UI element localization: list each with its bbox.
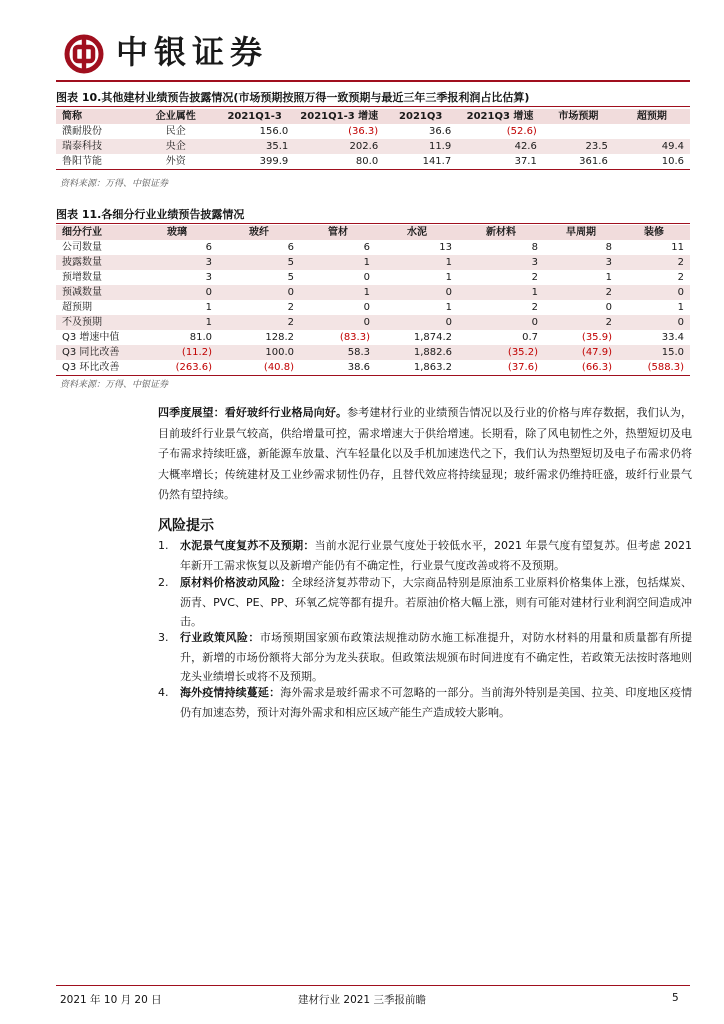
- table-cell: 361.6: [543, 154, 614, 170]
- table-cell: (588.3): [618, 360, 690, 376]
- table-cell: 超预期: [62, 302, 92, 313]
- table-cell: 1: [300, 285, 376, 300]
- risk-item-number: 3.: [158, 631, 169, 644]
- table-cell: 81.0: [189, 332, 212, 343]
- outlook-paragraph: [158, 403, 692, 506]
- table-cell: 3: [136, 255, 218, 270]
- table-cell: 3: [205, 272, 212, 283]
- table-cell: 5: [218, 255, 300, 270]
- table-header-cell: 2021Q3 增速: [457, 109, 543, 124]
- table-cell: 1: [605, 272, 612, 283]
- table-cell: 不及预期: [56, 315, 136, 330]
- table-cell: 0: [618, 285, 690, 300]
- table10-source: 资料来源：万得、中银证券: [60, 179, 169, 189]
- table-header-cell: 2021Q1-3: [215, 109, 294, 124]
- table11-top-rule: [56, 223, 690, 224]
- table-cell: (35.9): [581, 332, 612, 343]
- risk-item-text: [180, 536, 692, 575]
- risk-item-title: 水泥景气度复苏不及预期：: [180, 539, 315, 552]
- table-cell: (40.8): [218, 360, 300, 376]
- table-cell: 1: [677, 302, 684, 313]
- table-cell: 0: [376, 315, 458, 330]
- table-cell: 1: [205, 302, 212, 313]
- table-cell: 38.6: [300, 360, 376, 376]
- table-header-cell: 玻纤: [218, 225, 300, 240]
- table-header-row: [56, 225, 690, 240]
- table-cell: 3: [544, 255, 618, 270]
- table-cell: Q3 环比改善: [56, 360, 136, 376]
- risk-item-detail: 当前水泥行业景气度处于较低水平，2021 年景气度有望复苏。但考虑 2021 年新开工需求恢复以及新增产能仍有不确定性，行业景气度改善或将不及预期。: [180, 539, 692, 572]
- table-cell: 0: [218, 285, 300, 300]
- footer-title: 建材行业 2021 三季报前瞻: [298, 994, 426, 1006]
- table-row: [56, 300, 690, 315]
- table-cell: 8: [605, 242, 612, 253]
- risk-item-title: 原材料价格波动风险：: [180, 576, 292, 589]
- table-cell: (83.3): [339, 332, 370, 343]
- header-divider: [56, 80, 690, 82]
- table-header-cell: 管材: [300, 225, 376, 240]
- bank-of-china-logo-icon: [64, 34, 104, 74]
- table-cell: 2: [531, 272, 538, 283]
- table-cell: 鲁阳节能: [56, 154, 136, 170]
- table-cell: (35.2): [458, 345, 544, 360]
- table-cell: 37.1: [457, 154, 543, 170]
- brand-name: 中银证券: [116, 33, 269, 71]
- table-cell: (11.2): [136, 345, 218, 360]
- table-header-cell: 超预期: [614, 109, 690, 124]
- table-cell: 预增数量: [62, 272, 102, 283]
- table-cell: 1: [445, 272, 452, 283]
- risk-item: [158, 573, 692, 633]
- table-cell: (47.9): [544, 345, 618, 360]
- table-cell: 0: [136, 285, 218, 300]
- table-cell: 公司数量: [62, 242, 102, 253]
- page-number: 5: [672, 992, 679, 1004]
- table-cell: (263.6): [136, 360, 218, 376]
- table-header-cell: 2021Q3: [384, 109, 457, 124]
- risk-item: [158, 628, 692, 688]
- table-cell: 预减数量: [56, 285, 136, 300]
- table-cell: 1: [458, 285, 544, 300]
- table-cell: 58.3: [300, 345, 376, 360]
- table-cell: 2: [618, 255, 690, 270]
- table-cell: [543, 124, 614, 139]
- outlook-body: 参考建材行业的业绩预告情况以及行业的价格与库存数据，我们认为，目前玻纤行业景气较高，供给增量可控，需求增速大于供给增速。长期看，除了风电韧性之外，热塑短切及电子布需求持续旺盛，新能源车放量、汽车轻量化以及手机加速迭代之下，我们认为热塑短切及电子布需求仍将大概率增长；传统建材及工业纱需求韧性仍存，且替代效应将持续显现；玻纤需求仍维持旺盛，玻纤行业景气仍然有望持续。: [158, 406, 692, 501]
- table-cell: 8: [531, 242, 538, 253]
- table-cell: 11.9: [384, 139, 457, 154]
- table-cell: 399.9: [215, 154, 294, 170]
- table10-caption: 图表 10.其他建材业绩预告披露情况(市场预期按照万得一致预期与最近三年三季报利润占比估算): [56, 91, 530, 104]
- risk-heading: 风险提示: [158, 518, 214, 534]
- footer-date: 2021 年 10 月 20 日: [60, 994, 162, 1006]
- risk-item-text: [180, 573, 692, 632]
- outlook-lead: 四季度展望：看好玻纤行业格局向好。: [158, 406, 348, 419]
- table-cell: 5: [287, 272, 294, 283]
- table-cell: 10.6: [614, 154, 690, 170]
- table-cell: 6: [363, 242, 370, 253]
- table-cell: (52.6): [506, 126, 537, 137]
- table-header-cell: 简称: [56, 109, 136, 124]
- risk-item-number: 4.: [158, 686, 169, 699]
- risk-item-number: 1.: [158, 539, 169, 552]
- table-cell: 0: [458, 315, 544, 330]
- table-cell: 0: [605, 302, 612, 313]
- risk-item: [158, 536, 692, 576]
- table-cell: 42.6: [457, 139, 543, 154]
- table-cell: 11: [671, 242, 684, 253]
- table-cell: 3: [458, 255, 544, 270]
- table11-source: 资料来源：万得、中银证券: [60, 380, 169, 390]
- risk-item: [158, 683, 692, 723]
- table10-top-rule: [56, 106, 690, 107]
- table-cell: 80.0: [294, 154, 384, 170]
- table-cell: 2: [677, 272, 684, 283]
- table-row: [56, 240, 690, 255]
- table-header-cell: 2021Q1-3 增速: [294, 109, 384, 124]
- risk-item-detail: 市场预期国家颁布政策法规推动防水施工标准提升，对防水材料的用量和质量都有所提升，新增的市场份额将大部分为龙头获取。但政策法规颁布时间进度有不确定性，若政策无法按时落地则龙头业绩增长或将不及预期。: [180, 631, 693, 683]
- table-cell: 2: [287, 302, 294, 313]
- table-cell: 0.7: [522, 332, 538, 343]
- risk-item-number: 2.: [158, 576, 169, 589]
- table-cell: 35.1: [215, 139, 294, 154]
- table-cell: 33.4: [661, 332, 684, 343]
- table11: [56, 225, 690, 376]
- table-cell: 0: [376, 285, 458, 300]
- table-cell: 15.0: [618, 345, 690, 360]
- table-header-cell: 早周期: [544, 225, 618, 240]
- table-header-cell: 市场预期: [543, 109, 614, 124]
- table-cell: 156.0: [259, 126, 289, 137]
- table-row: [56, 315, 690, 330]
- table-cell: 濮耐股份: [62, 126, 102, 137]
- table-header-cell: 玻璃: [136, 225, 218, 240]
- risk-item-detail: 全球经济复苏带动下，大宗商品特别是原油系工业原料价格集体上涨，包括煤炭、沥青、PVC、PE、PP、环氧乙烷等都有提升。若原油价格大幅上涨，则有可能对建材行业利润空间造成冲击。: [180, 576, 693, 628]
- table-cell: 100.0: [218, 345, 300, 360]
- table-cell: 0: [363, 272, 370, 283]
- table-row: [56, 360, 690, 376]
- table-header-row: [56, 109, 690, 124]
- table-row: [56, 330, 690, 345]
- table-cell: (37.6): [458, 360, 544, 376]
- table-row: [56, 270, 690, 285]
- table-header-cell: 水泥: [376, 225, 458, 240]
- table-row: [56, 255, 690, 270]
- table-cell: 1: [376, 255, 458, 270]
- table-cell: 23.5: [543, 139, 614, 154]
- table-cell: 民企: [165, 126, 186, 137]
- table-cell: (36.3): [348, 126, 379, 137]
- risk-item-text: [180, 628, 692, 687]
- table-cell: 披露数量: [56, 255, 136, 270]
- table-row: [56, 154, 690, 170]
- table-cell: 外资: [136, 154, 215, 170]
- table-row: [56, 285, 690, 300]
- table-header-cell: 细分行业: [56, 225, 136, 240]
- risk-item-title: 行业政策风险：: [180, 631, 260, 644]
- table-cell: 128.2: [265, 332, 294, 343]
- table-header-cell: 装修: [618, 225, 690, 240]
- table-row: [56, 345, 690, 360]
- table-cell: 49.4: [614, 139, 690, 154]
- table-cell: [614, 124, 690, 139]
- table10: [56, 109, 690, 170]
- risk-item-text: [180, 683, 692, 722]
- table-cell: 1,863.2: [376, 360, 458, 376]
- table-cell: 6: [287, 242, 294, 253]
- table-cell: Q3 同比改善: [56, 345, 136, 360]
- table-cell: 0: [363, 302, 370, 313]
- table-header-cell: 新材料: [458, 225, 544, 240]
- table-cell: 2: [218, 315, 300, 330]
- table-cell: 1: [445, 302, 452, 313]
- table-cell: 6: [205, 242, 212, 253]
- table-row: [56, 124, 690, 139]
- table-cell: (66.3): [544, 360, 618, 376]
- table-cell: 瑞泰科技: [56, 139, 136, 154]
- table-cell: 1: [136, 315, 218, 330]
- table-cell: 2: [544, 315, 618, 330]
- table-cell: 1: [300, 255, 376, 270]
- table-cell: 0: [300, 315, 376, 330]
- table-row: [56, 139, 690, 154]
- table-cell: 1,882.6: [376, 345, 458, 360]
- table-cell: 0: [618, 315, 690, 330]
- table11-caption: 图表 11.各细分行业业绩预告披露情况: [56, 208, 245, 221]
- footer-divider: [56, 985, 690, 986]
- table-cell: 13: [439, 242, 452, 253]
- table-cell: 央企: [136, 139, 215, 154]
- table-cell: 36.6: [428, 126, 452, 137]
- table-header-cell: 企业属性: [136, 109, 215, 124]
- table-cell: 2: [531, 302, 538, 313]
- table-cell: 1,874.2: [413, 332, 452, 343]
- risk-item-detail: 海外需求是玻纤需求不可忽略的一部分。当前海外特别是美国、拉美、印度地区疫情仍有加速态势，预计对海外需求和相应区域产能生产造成较大影响。: [180, 686, 693, 719]
- risk-item-title: 海外疫情持续蔓延：: [180, 686, 281, 699]
- table-cell: Q3 增速中值: [62, 332, 120, 343]
- table-cell: 141.7: [384, 154, 457, 170]
- table-cell: 2: [544, 285, 618, 300]
- table-cell: 202.6: [294, 139, 384, 154]
- brand-logo: [56, 28, 376, 78]
